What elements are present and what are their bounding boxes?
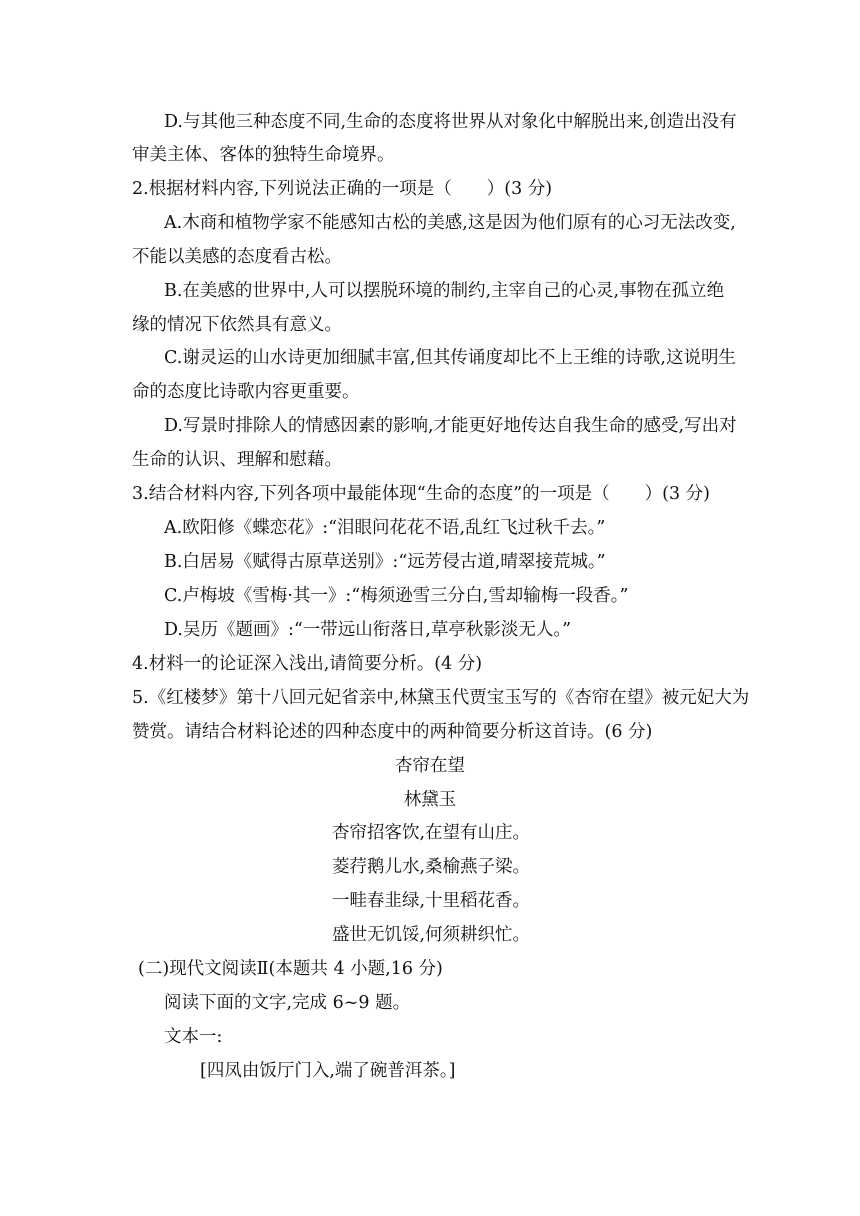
q3-option-c: C.卢梅坡《雪梅·其一》:“梅须逊雪三分白,雪却输梅一段香。” (164, 586, 629, 606)
q2-stem: 2.根据材料内容,下列说法正确的一项是（ ）(3 分) (132, 179, 553, 199)
q2-option-a-line1: A.木商和植物学家不能感知古松的美感,这是因为他们原有的心习无法改变, (164, 213, 736, 233)
q2-option-c-line2: 命的态度比诗歌内容更重要。 (132, 382, 360, 402)
poem-title: 杏帘在望 (395, 756, 465, 776)
q3-option-d: D.吴历《题画》:“一带远山衔落日,草亭秋影淡无人。” (164, 620, 572, 640)
q2-option-b-line2: 缘的情况下依然具有意义。 (132, 315, 342, 335)
poem-author: 林黛玉 (403, 790, 457, 810)
q4-stem: 4.材料一的论证深入浅出,请简要分析。(4 分) (132, 654, 483, 674)
q2-option-b-line1: B.在美感的世界中,人可以摆脱环境的制约,主宰自己的心灵,事物在孤立绝 (164, 281, 725, 301)
stage-direction: [四凤由饭厅门入,端了碗普洱茶。] (200, 1061, 456, 1081)
q3-option-b: B.白居易《赋得古原草送别》:“远芳侵古道,晴翠接荒城。” (164, 552, 606, 572)
text-label: 文本一: (164, 1027, 223, 1047)
q2-option-d-line2: 生命的认识、理解和慰藉。 (132, 450, 342, 470)
q3-option-a: A.欧阳修《蝶恋花》:“泪眼问花花不语,乱红飞过秋千去。” (164, 518, 606, 538)
q2-option-a-line2: 不能以美感的态度看古松。 (132, 247, 342, 267)
poem-line: 菱荇鹅儿水,桑榆燕子梁。 (332, 857, 531, 877)
section-heading: (二)现代文阅读Ⅱ(本题共 4 小题,16 分) (138, 959, 443, 979)
q2-option-c-line1: C.谢灵运的山水诗更加细腻丰富,但其传诵度却比不上王维的诗歌,这说明生 (164, 348, 736, 368)
poem-line: 杏帘招客饮,在望有山庄。 (332, 823, 531, 843)
q1-option-d-line1: D.与其他三种态度不同,生命的态度将世界从对象化中解脱出来,创造出没有 (164, 112, 737, 132)
q5-stem-line1: 5.《红楼梦》第十八回元妃省亲中,林黛玉代贾宝玉写的《杏帘在望》被元妃大为 (132, 688, 750, 708)
q2-option-d-line1: D.写景时排除人的情感因素的影响,才能更好地传达自我生命的感受,写出对 (164, 416, 737, 436)
q5-stem-line2: 赞赏。请结合材料论述的四种态度中的两种简要分析这首诗。(6 分) (132, 722, 653, 742)
poem-line: 一畦春韭绿,十里稻花香。 (332, 891, 531, 911)
poem-line: 盛世无饥馁,何须耕织忙。 (332, 925, 531, 945)
q3-stem: 3.结合材料内容,下列各项中最能体现“生命的态度”的一项是（ ）(3 分) (132, 484, 711, 504)
section-instruction: 阅读下面的文字,完成 6~9 题。 (164, 993, 411, 1013)
q1-option-d-line2: 审美主体、客体的独特生命境界。 (132, 145, 395, 165)
